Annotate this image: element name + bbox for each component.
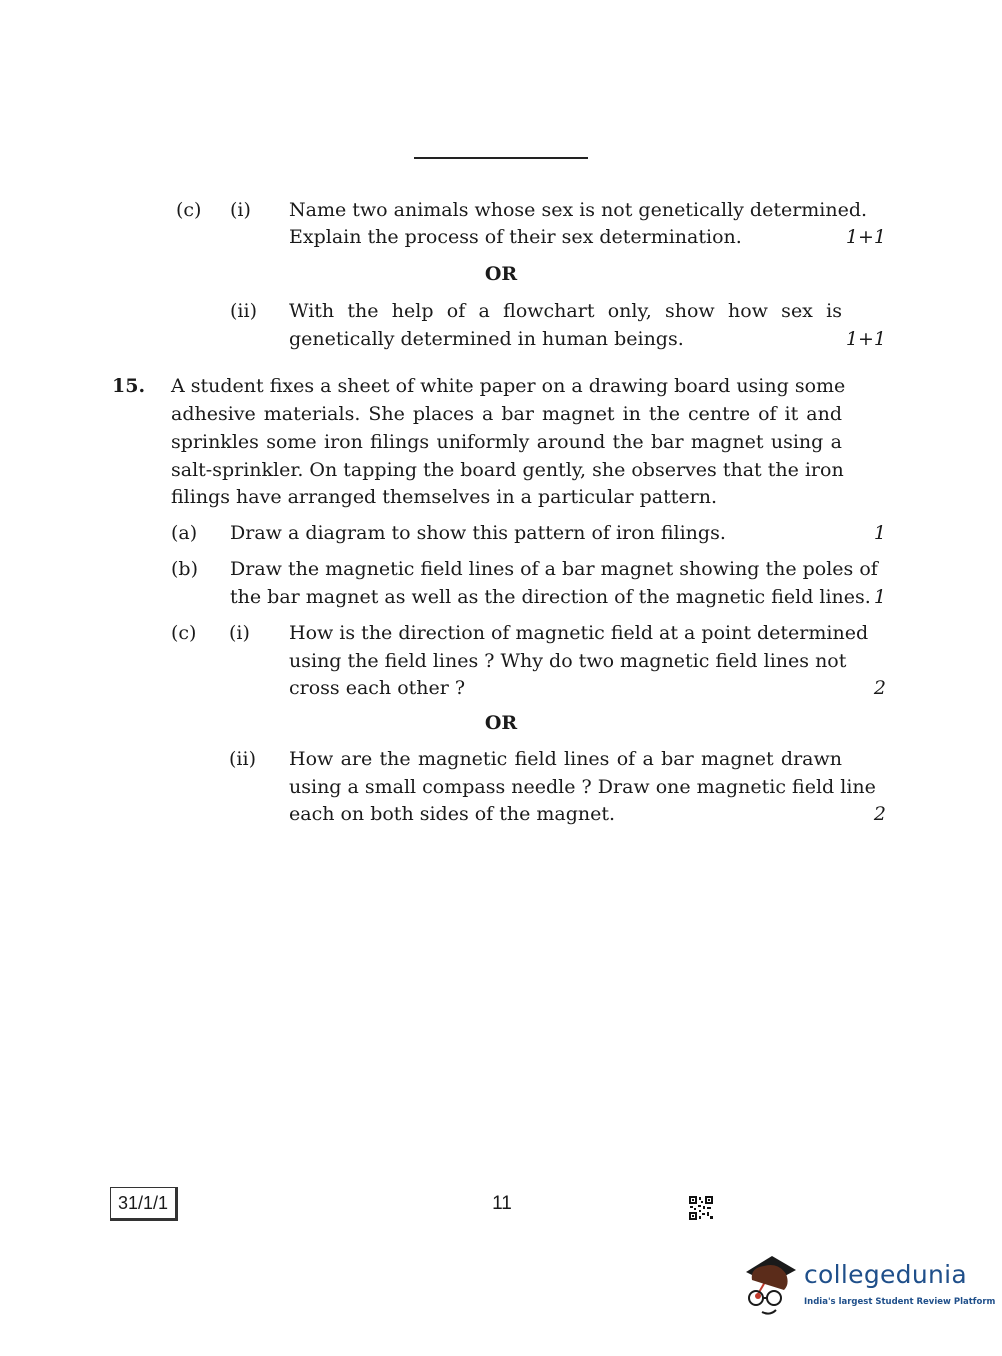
q14-c-i-text-line1: Name two animals whose sex is not genetically determined. bbox=[289, 199, 868, 221]
top-divider bbox=[414, 157, 588, 159]
q15-or-separator: OR bbox=[484, 712, 518, 734]
q15-a-text: Draw a diagram to show this pattern of iron filings. bbox=[230, 522, 726, 544]
q15-c-i-text-line1: How is the direction of magnetic field at a point determined bbox=[289, 622, 869, 644]
q15-stem-line3: sprinkles some iron filings uniformly around the bar magnet using a bbox=[171, 431, 842, 453]
q15-number: 15. bbox=[112, 375, 146, 397]
qr-code-icon bbox=[688, 1195, 714, 1221]
q15-a-label: (a) bbox=[171, 522, 198, 544]
q14-c-ii-label: (ii) bbox=[230, 300, 257, 322]
q14-c-label: (c) bbox=[176, 199, 202, 221]
q14-c-ii-marks: 1+1 bbox=[845, 328, 886, 350]
q15-b-text-line2: the bar magnet as well as the direction of the magnetic field lines. bbox=[230, 586, 871, 608]
q14-c-ii-text-line2: genetically determined in human beings. bbox=[289, 328, 684, 350]
brand-tagline: India's largest Student Review Platform bbox=[804, 1297, 996, 1307]
q15-c-i-label: (i) bbox=[229, 622, 250, 644]
q15-c-i-text-line2: using the field lines ? Why do two magnetic field lines not bbox=[289, 650, 847, 672]
q14-c-i-marks: 1+1 bbox=[845, 226, 886, 248]
q15-b-text-line1: Draw the magnetic field lines of a bar magnet showing the poles of bbox=[230, 558, 878, 580]
q14-c-i-label: (i) bbox=[230, 199, 251, 221]
q15-c-i-marks: 2 bbox=[873, 677, 886, 699]
q14-c-i-text-line2: Explain the process of their sex determination. bbox=[289, 226, 742, 248]
q15-c-i-text-line3: cross each other ? bbox=[289, 677, 466, 699]
q15-c-ii-label: (ii) bbox=[229, 748, 256, 770]
q15-c-label: (c) bbox=[171, 622, 197, 644]
paper-code-box: 31/1/1 bbox=[110, 1187, 178, 1221]
q14-or-separator: OR bbox=[484, 263, 518, 285]
q15-c-ii-text-line1: How are the magnetic field lines of a bar magnet drawn bbox=[289, 748, 842, 770]
q15-stem-line4: salt-sprinkler. On tapping the board gently, she observes that the iron bbox=[171, 459, 844, 481]
q14-c-ii-text-line1: With the help of a flowchart only, show how sex is bbox=[289, 300, 842, 322]
q15-b-marks: 1 bbox=[873, 586, 886, 608]
q15-stem-line2: adhesive materials. She places a bar magnet in the centre of it and bbox=[171, 403, 842, 425]
q15-c-ii-text-line2: using a small compass needle ? Draw one magnetic field line bbox=[289, 776, 876, 798]
page-number: 11 bbox=[492, 1193, 512, 1214]
q15-b-label: (b) bbox=[171, 558, 198, 580]
brand-name: collegedunia bbox=[804, 1260, 967, 1289]
q15-a-marks: 1 bbox=[873, 522, 886, 544]
q15-stem-line1: A student fixes a sheet of white paper on a drawing board using some bbox=[171, 375, 846, 397]
q15-c-ii-text-line3: each on both sides of the magnet. bbox=[289, 803, 616, 825]
q15-stem-line5: filings have arranged themselves in a particular pattern. bbox=[171, 486, 718, 508]
q15-c-ii-marks: 2 bbox=[873, 803, 886, 825]
